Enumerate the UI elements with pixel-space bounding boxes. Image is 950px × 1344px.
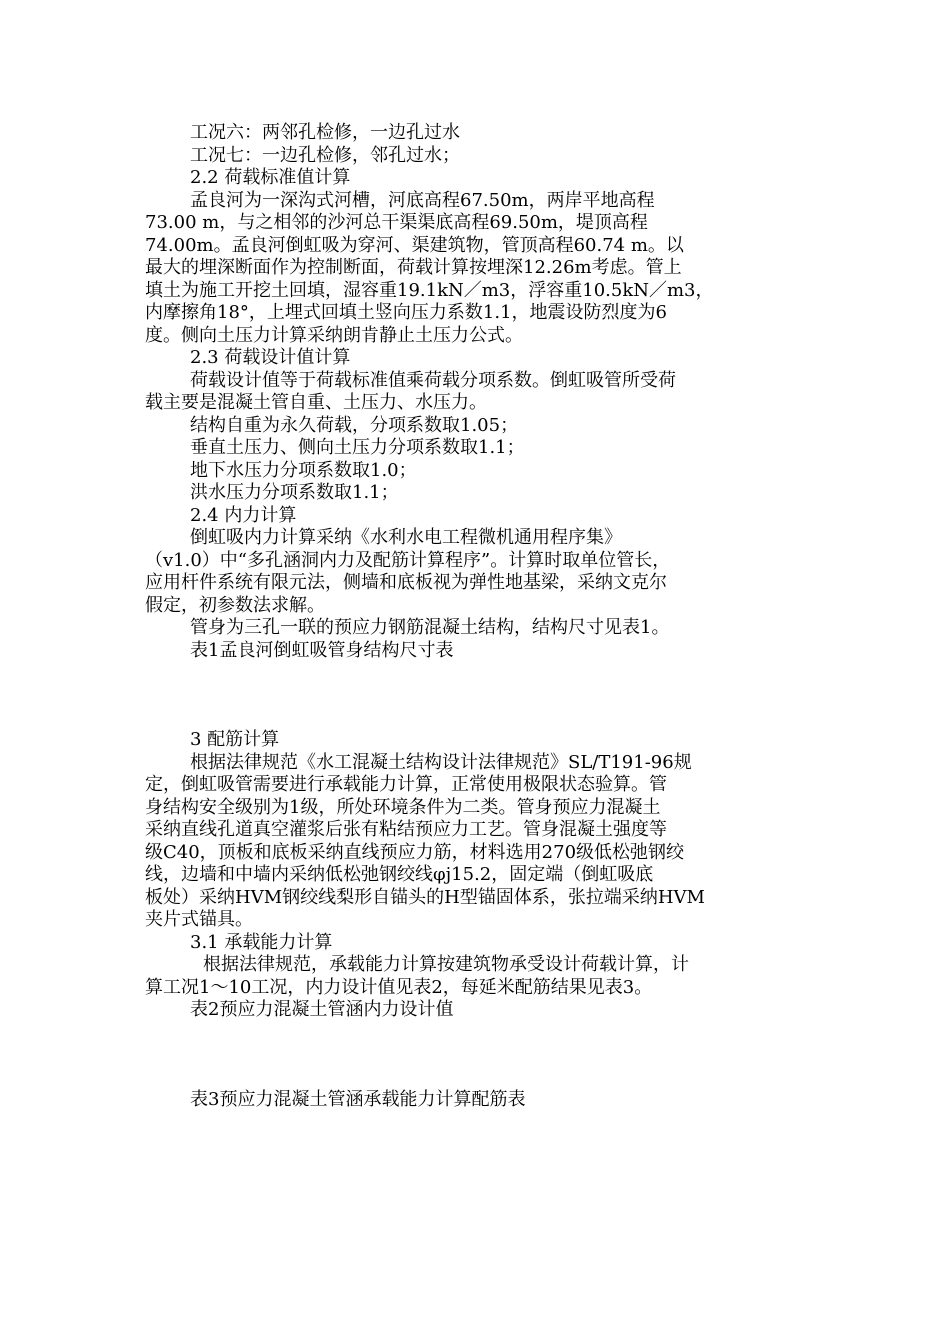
- text-line: 工况六：两邻孔检修，一边孔过水: [190, 122, 460, 143]
- text-line: （v1.0）中“多孔涵洞内力及配筋计算程序”。计算时取单位管长，: [145, 549, 671, 571]
- table-caption: 表2预应力混凝土管涵内力设计值: [190, 999, 454, 1020]
- text-line: 应用杆件系统有限元法，侧墙和底板视为弹性地基梁，采纳文克尔: [145, 572, 667, 593]
- text-line: 根据法律规范，承载能力计算按建筑物承受设计荷载计算，计: [203, 954, 689, 975]
- table-placeholder: [145, 662, 813, 729]
- text-line: 洪水压力分项系数取1.1；: [190, 482, 399, 503]
- text-line: 身结构安全级别为1级，所处环境条件为二类。管身预应力混凝土: [145, 796, 661, 818]
- section-heading: 3.1 承载能力计算: [190, 931, 333, 953]
- table-caption: 表1孟良河倒虹吸管身结构尺寸表: [190, 639, 454, 661]
- text-line: 算工况1～10工况，内力设计值见表2，每延米配筋结果见表3。: [145, 976, 653, 998]
- text-line: 级C40，顶板和底板采纳直线预应力筋，材料选用270级低松弛钢绞: [145, 841, 685, 863]
- text-line: 74.00m。孟良河倒虹吸为穿河、渠建筑物，管顶高程60.74 m。以: [145, 234, 684, 256]
- section-heading: 2.3 荷载设计值计算: [190, 347, 351, 368]
- text-line: 孟良河为一深沟式河槽，河底高程67.50m，两岸平地高程: [190, 189, 655, 211]
- text-line: 板处）采纳HVM钢绞线梨形自锚头的H型锚固体系，张拉端采纳HVM: [145, 886, 705, 908]
- table-placeholder: [145, 1022, 813, 1089]
- text-line: 倒虹吸内力计算采纳《水利水电工程微机通用程序集》: [190, 527, 622, 548]
- text-line: 线，边墙和中墙内采纳低松弛钢绞线φj15.2，固定端（倒虹吸底: [145, 864, 654, 885]
- section-heading: 2.2 荷载标准值计算: [190, 167, 351, 188]
- text-line: 假定，初参数法求解。: [145, 594, 325, 616]
- text-line: 度。侧向土压力计算采纳朗肯静止土压力公式。: [145, 324, 523, 346]
- text-line: 定，倒虹吸管需要进行承载能力计算，正常使用极限状态验算。管: [145, 774, 667, 795]
- text-line: 结构自重为永久荷载，分项系数取1.05；: [190, 414, 519, 436]
- text-line: 根据法律规范《水工混凝土结构设计法律规范》SL/T191-96规: [190, 751, 692, 773]
- table-caption: 表3预应力混凝土管涵承载能力计算配筋表: [190, 1088, 526, 1110]
- text-line: 内摩擦角18°，上埋式回填土竖向压力系数1.1，地震设防烈度为6: [145, 302, 667, 323]
- section-heading: 2.4 内力计算: [190, 504, 297, 526]
- text-line: 垂直土压力、侧向土压力分项系数取1.1；: [190, 437, 525, 458]
- section-heading: 3 配筋计算: [190, 729, 280, 750]
- text-line: 地下水压力分项系数取1.0；: [190, 459, 417, 481]
- text-line: 73.00 m，与之相邻的沙河总干渠渠底高程69.50m，堤顶高程: [145, 212, 648, 233]
- text-line: 荷载设计值等于荷载标准值乘荷载分项系数。倒虹吸管所受荷: [190, 369, 676, 391]
- text-line: 填土为施工开挖土回填，湿容重19.1kN／m3，浮容重10.5kN／m3，: [145, 279, 714, 301]
- text-line: 夹片式锚具。: [145, 909, 253, 930]
- text-line: 采纳直线孔道真空灌浆后张有粘结预应力工艺。管身混凝土强度等: [145, 819, 667, 840]
- text-line: 管身为三孔一联的预应力钢筋混凝土结构，结构尺寸见表1。: [190, 617, 670, 638]
- body-text: [145, 122, 813, 1111]
- text-line: 工况七：一边孔检修，邻孔过水；: [190, 144, 460, 166]
- text-line: 载主要是混凝土管自重、土压力、水压力。: [145, 392, 487, 413]
- text-line: 最大的埋深断面作为控制断面，荷载计算按埋深12.26m考虑。管上: [145, 257, 682, 278]
